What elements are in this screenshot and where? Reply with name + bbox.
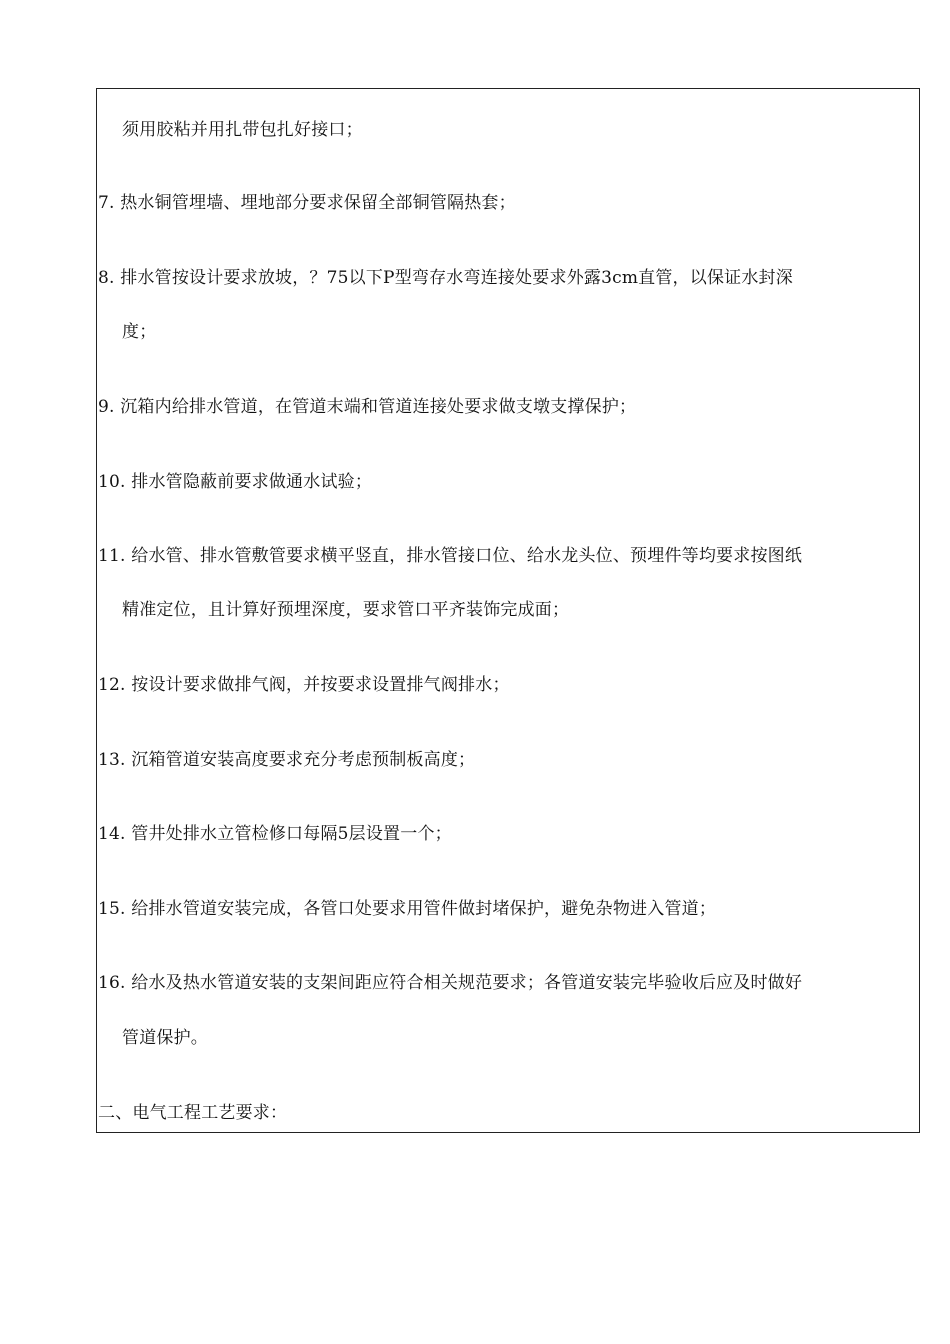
text-line: 14. 管井处排水立管检修口每隔5层设置一个； (98, 824, 452, 844)
row-divider-left (96, 850, 97, 864)
row-divider-left (96, 146, 97, 160)
text-line: 10. 排水管隐蔽前要求做通水试验； (98, 472, 373, 492)
row-divider-left (96, 423, 97, 437)
row-divider-right (919, 1054, 920, 1068)
row-divider-right (919, 925, 920, 939)
text-line: 12. 按设计要求做排气阀，并按要求设置排气阀排水； (98, 675, 510, 695)
row-divider-right (919, 423, 920, 437)
text-line: 9. 沉箱内给排水管道，在管道末端和管道连接处要求做支墩支撑保护； (98, 397, 637, 417)
row-divider-left (96, 925, 97, 939)
row-divider-right (919, 146, 920, 160)
row-divider-left (96, 701, 97, 715)
row-divider-right (919, 850, 920, 864)
row-divider-right (919, 626, 920, 640)
text-line: 7. 热水铜管埋墙、埋地部分要求保留全部铜管隔热套； (98, 193, 516, 213)
row-divider-left (96, 626, 97, 640)
section-heading: 二、电气工程工艺要求： (98, 1103, 288, 1123)
row-divider-left (96, 219, 97, 233)
text-line: 13. 沉箱管道安装高度要求充分考虑预制板高度； (98, 750, 476, 770)
text-line: 管道保护。 (122, 1028, 208, 1048)
text-line: 度； (122, 322, 157, 342)
text-line: 16. 给水及热水管道安装的支架间距应符合相关规范要求；各管道安装完毕验收后应及时做好 (98, 973, 803, 993)
text-line: 8. 排水管按设计要求放坡，？75以下P型弯存水弯连接处要求外露3cm直管，以保证水封深 (98, 268, 793, 288)
row-divider-right (919, 219, 920, 233)
row-divider-right (919, 348, 920, 362)
row-divider-left (96, 1054, 97, 1068)
row-divider-right (919, 701, 920, 715)
row-divider-left (96, 776, 97, 790)
text-line: 须用胶粘并用扎带包扎好接口； (122, 120, 363, 140)
text-line: 11. 给水管、排水管敷管要求横平竖直，排水管接口位、给水龙头位、预埋件等均要求按图纸 (98, 546, 803, 566)
row-divider-right (919, 498, 920, 512)
row-divider-left (96, 498, 97, 512)
text-line: 15. 给排水管道安装完成，各管口处要求用管件做封堵保护，避免杂物进入管道； (98, 899, 717, 919)
row-divider-left (96, 348, 97, 362)
document-table-cell (96, 88, 920, 1133)
row-divider-right (919, 776, 920, 790)
text-line: 精准定位，且计算好预埋深度，要求管口平齐装饰完成面； (122, 600, 570, 620)
